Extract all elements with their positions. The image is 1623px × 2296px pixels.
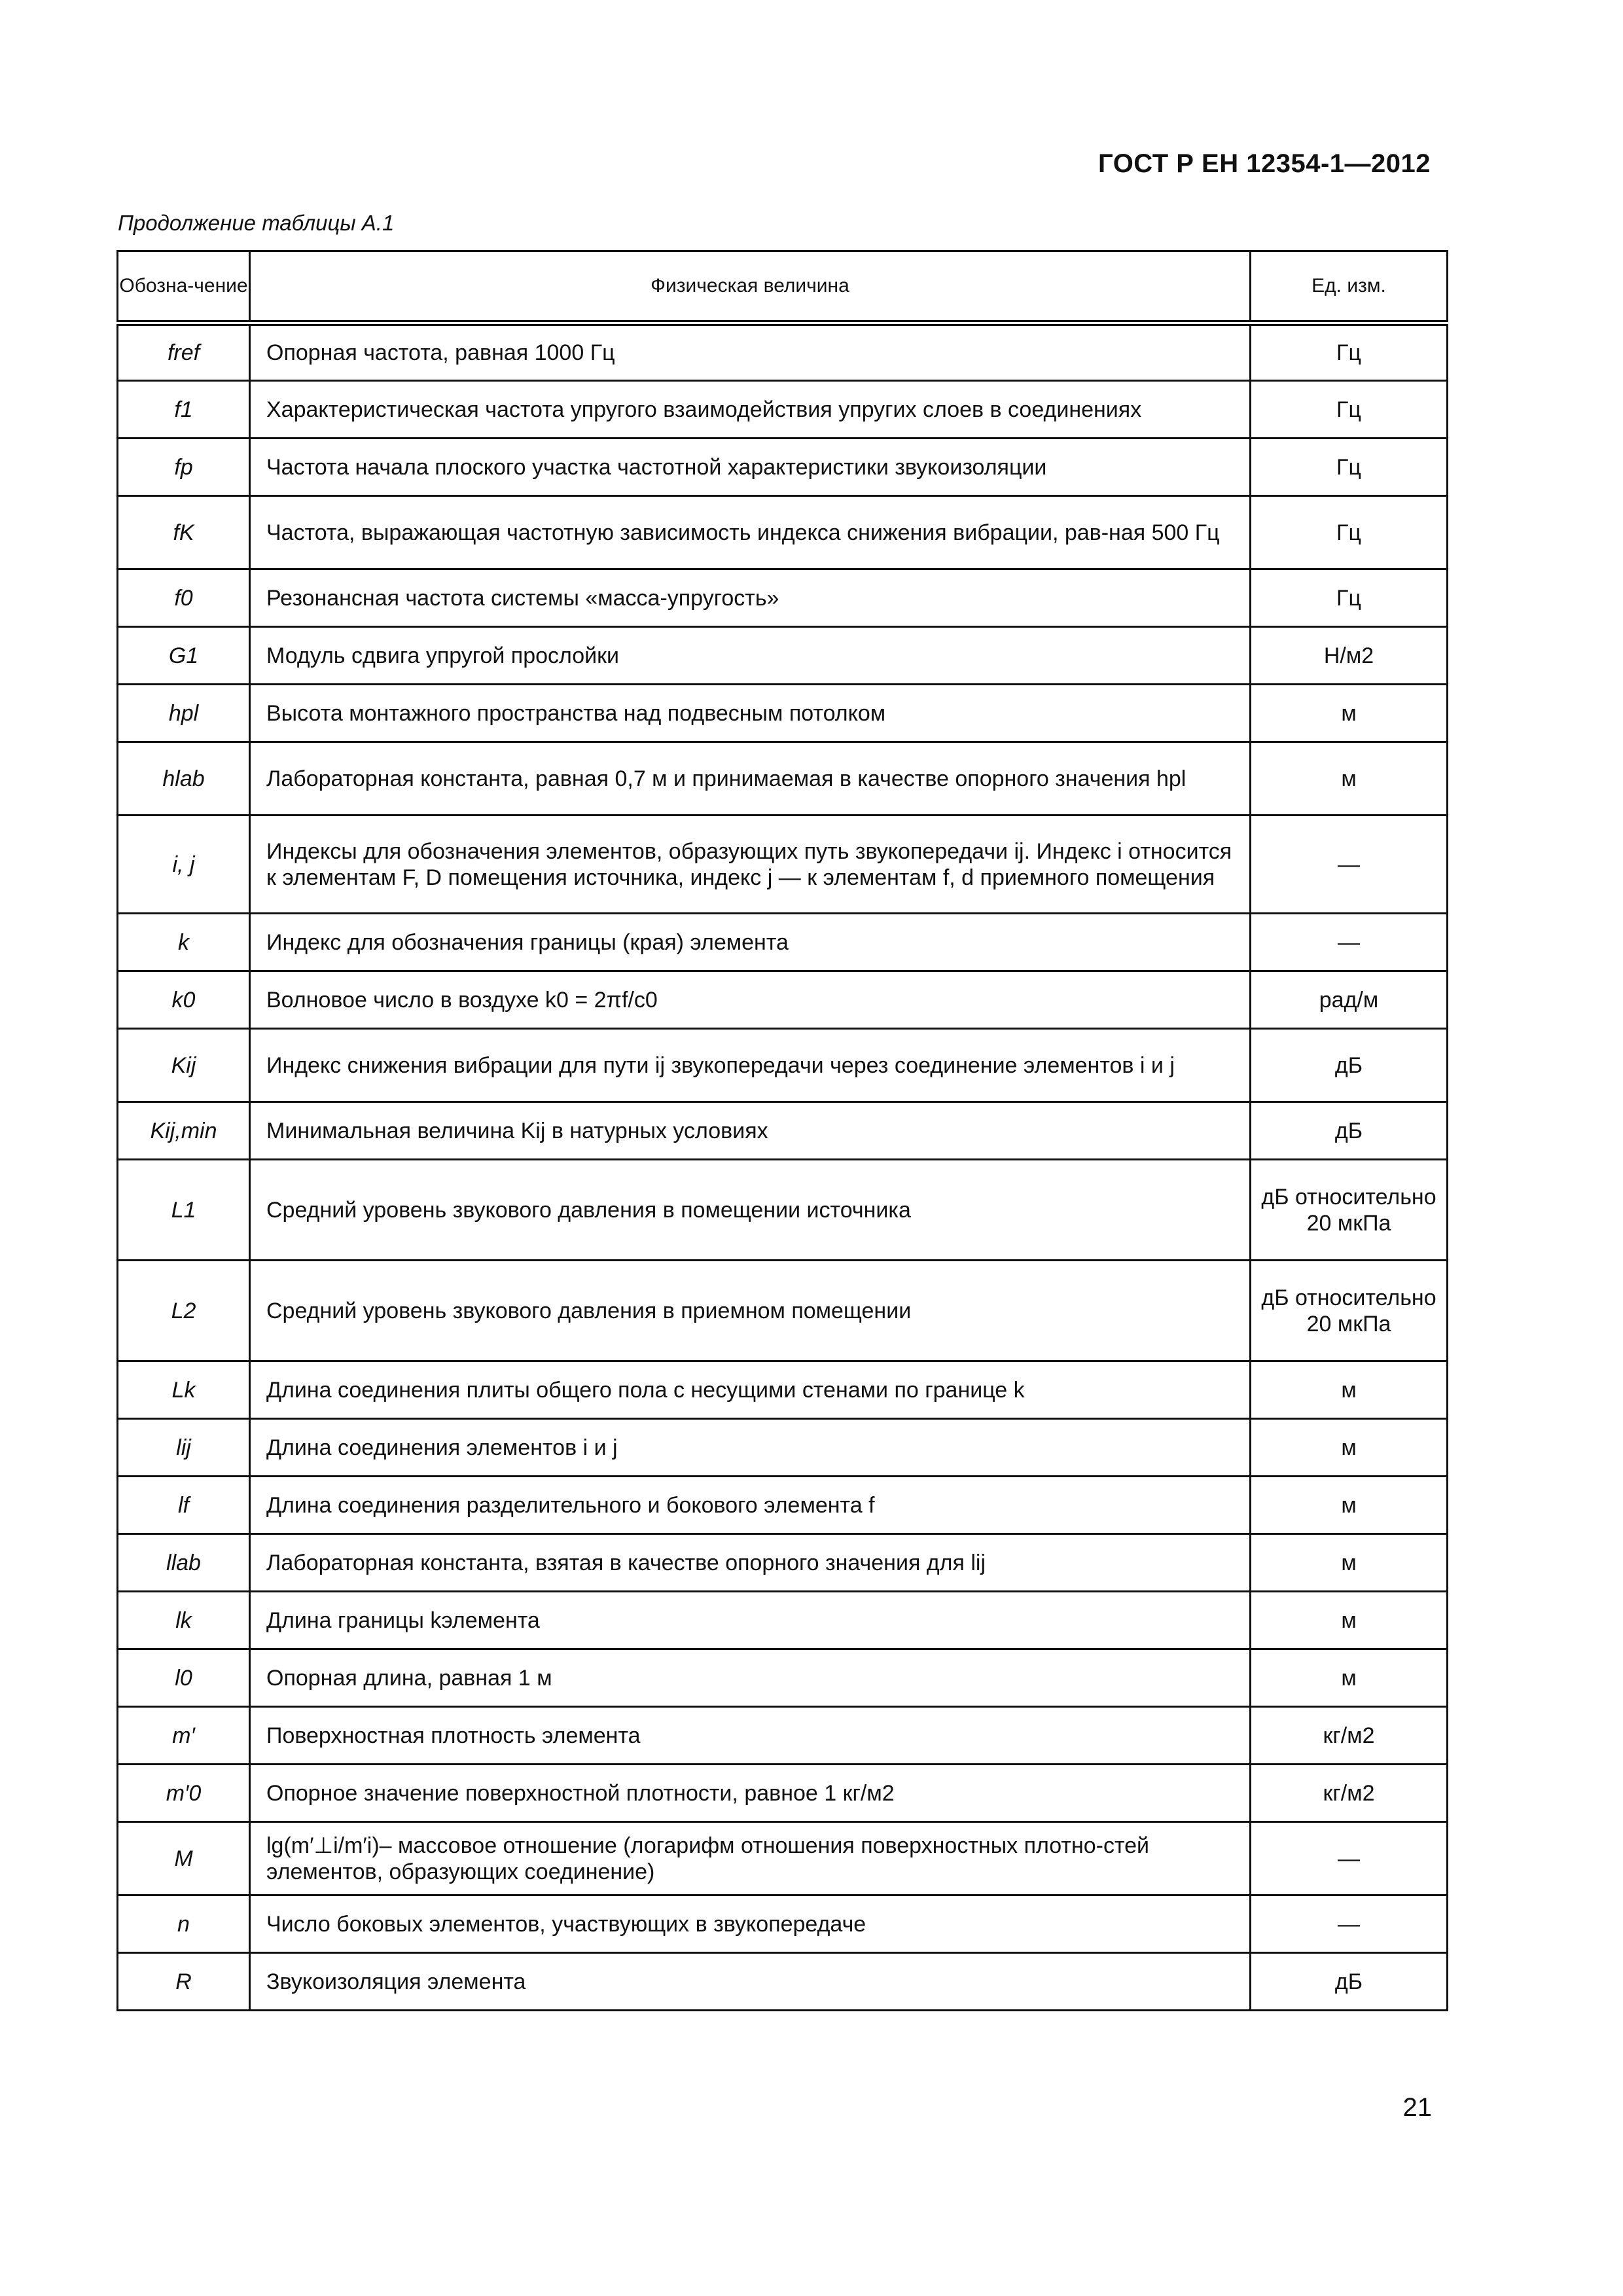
unit-cell: кг/м2 xyxy=(1251,1765,1448,1822)
description-cell: Средний уровень звукового давления в помещении источника xyxy=(250,1160,1251,1261)
symbol-cell: Lk xyxy=(118,1361,250,1419)
table-row xyxy=(118,1822,1448,1895)
table-row xyxy=(118,1592,1448,1649)
symbol-cell: fref xyxy=(118,323,250,381)
unit-cell: м xyxy=(1251,1534,1448,1592)
column-header-unit: Ед. изм. xyxy=(1251,251,1448,323)
symbol-cell: i, j xyxy=(118,816,250,914)
unit-cell: м xyxy=(1251,1477,1448,1534)
unit-cell: дБ относительно 20 мкПа xyxy=(1251,1261,1448,1361)
unit-cell: м xyxy=(1251,742,1448,816)
unit-cell: Н/м2 xyxy=(1251,627,1448,685)
symbol-cell: m′ xyxy=(118,1707,250,1765)
description-cell: Индекс снижения вибрации для пути ij звукопередачи через соединение элементов i и j xyxy=(250,1029,1251,1102)
unit-cell: — xyxy=(1251,914,1448,971)
description-cell: Опорная длина, равная 1 м xyxy=(250,1649,1251,1707)
description-cell: Модуль сдвига упругой прослойки xyxy=(250,627,1251,685)
table-row xyxy=(118,1477,1448,1534)
table-row xyxy=(118,1102,1448,1160)
column-header-quantity: Физическая величина xyxy=(250,251,1251,323)
table-row xyxy=(118,496,1448,569)
description-cell: Частота начала плоского участка частотной характеристики звукоизоляции xyxy=(250,439,1251,496)
table-row xyxy=(118,685,1448,742)
description-cell: Длина соединения элементов i и j xyxy=(250,1419,1251,1477)
description-cell: Индекс для обозначения границы (края) элемента xyxy=(250,914,1251,971)
symbol-cell: f0 xyxy=(118,569,250,627)
unit-cell: — xyxy=(1251,1822,1448,1895)
unit-cell: рад/м xyxy=(1251,971,1448,1029)
unit-cell: — xyxy=(1251,816,1448,914)
description-cell: Опорное значение поверхностной плотности, равное 1 кг/м2 xyxy=(250,1765,1251,1822)
symbols-table xyxy=(116,250,1448,2011)
description-cell: Характеристическая частота упругого взаимодействия упругих слоев в соединениях xyxy=(250,381,1251,439)
description-cell: Поверхностная плотность элемента xyxy=(250,1707,1251,1765)
symbol-cell: M xyxy=(118,1822,250,1895)
unit-cell: м xyxy=(1251,1361,1448,1419)
table-row xyxy=(118,627,1448,685)
symbol-cell: lij xyxy=(118,1419,250,1477)
table-row xyxy=(118,1361,1448,1419)
unit-cell: м xyxy=(1251,685,1448,742)
symbol-cell: G1 xyxy=(118,627,250,685)
description-cell: Лабораторная константа, равная 0,7 м и принимаемая в качестве опорного значения hpl xyxy=(250,742,1251,816)
unit-cell: дБ xyxy=(1251,1102,1448,1160)
symbol-cell: hpl xyxy=(118,685,250,742)
symbol-cell: fK xyxy=(118,496,250,569)
table-row xyxy=(118,816,1448,914)
standard-code: ГОСТ Р ЕН 12354-1—2012 xyxy=(1098,149,1431,178)
symbol-cell: hlab xyxy=(118,742,250,816)
description-cell: Длина соединения плиты общего пола с несущими стенами по границе k xyxy=(250,1361,1251,1419)
table-row xyxy=(118,439,1448,496)
column-header-symbol: Обозна-чение xyxy=(118,251,250,323)
symbol-cell: lk xyxy=(118,1592,250,1649)
description-cell: Звукоизоляция элемента xyxy=(250,1953,1251,2011)
symbol-cell: n xyxy=(118,1895,250,1953)
table-row xyxy=(118,381,1448,439)
description-cell: Опорная частота, равная 1000 Гц xyxy=(250,323,1251,381)
unit-cell: м xyxy=(1251,1419,1448,1477)
table-header-row xyxy=(118,251,1448,323)
table-row xyxy=(118,971,1448,1029)
description-cell: Частота, выражающая частотную зависимость индекса снижения вибрации, рав-ная 500 Гц xyxy=(250,496,1251,569)
symbol-cell: L1 xyxy=(118,1160,250,1261)
table-continuation-caption: Продолжение таблицы А.1 xyxy=(118,211,395,235)
symbol-cell: lf xyxy=(118,1477,250,1534)
table-row xyxy=(118,1534,1448,1592)
symbol-cell: L2 xyxy=(118,1261,250,1361)
unit-cell: дБ относительно 20 мкПа xyxy=(1251,1160,1448,1261)
unit-cell: дБ xyxy=(1251,1029,1448,1102)
symbol-cell: k0 xyxy=(118,971,250,1029)
unit-cell: кг/м2 xyxy=(1251,1707,1448,1765)
page-number: 21 xyxy=(1402,2093,1432,2122)
table-row xyxy=(118,1649,1448,1707)
symbol-cell: Kij,min xyxy=(118,1102,250,1160)
unit-cell: Гц xyxy=(1251,381,1448,439)
description-cell: Индексы для обозначения элементов, образующих путь звукопередачи ij. Индекс i относится к элементам F, D помещения источника, индекс j — к элементам f, d приемного помещения xyxy=(250,816,1251,914)
table-row xyxy=(118,1895,1448,1953)
unit-cell: м xyxy=(1251,1649,1448,1707)
symbol-cell: R xyxy=(118,1953,250,2011)
unit-cell: — xyxy=(1251,1895,1448,1953)
description-cell: Длина соединения разделительного и бокового элемента f xyxy=(250,1477,1251,1534)
unit-cell: Гц xyxy=(1251,496,1448,569)
description-cell: Средний уровень звукового давления в приемном помещении xyxy=(250,1261,1251,1361)
description-cell: Резонансная частота системы «масса-упругость» xyxy=(250,569,1251,627)
description-cell: Длина границы kэлемента xyxy=(250,1592,1251,1649)
table-row xyxy=(118,1261,1448,1361)
symbol-cell: k xyxy=(118,914,250,971)
table-row xyxy=(118,1029,1448,1102)
table-row xyxy=(118,1419,1448,1477)
table-row xyxy=(118,1765,1448,1822)
unit-cell: дБ xyxy=(1251,1953,1448,2011)
description-cell: Минимальная величина Kij в натурных условиях xyxy=(250,1102,1251,1160)
description-cell: lg(m′⊥i/m′i)– массовое отношение (логарифм отношения поверхностных плотно-стей элементов, образующих соединение) xyxy=(250,1822,1251,1895)
table-row xyxy=(118,323,1448,381)
symbol-cell: llab xyxy=(118,1534,250,1592)
description-cell: Лабораторная константа, взятая в качестве опорного значения для lij xyxy=(250,1534,1251,1592)
unit-cell: Гц xyxy=(1251,569,1448,627)
unit-cell: м xyxy=(1251,1592,1448,1649)
symbol-cell: fp xyxy=(118,439,250,496)
symbol-cell: Kij xyxy=(118,1029,250,1102)
symbol-cell: l0 xyxy=(118,1649,250,1707)
description-cell: Число боковых элементов, участвующих в звукопередаче xyxy=(250,1895,1251,1953)
table-row xyxy=(118,569,1448,627)
unit-cell: Гц xyxy=(1251,439,1448,496)
table-row xyxy=(118,742,1448,816)
description-cell: Волновое число в воздухе k0 = 2πf/c0 xyxy=(250,971,1251,1029)
description-cell: Высота монтажного пространства над подвесным потолком xyxy=(250,685,1251,742)
symbol-cell: m′0 xyxy=(118,1765,250,1822)
unit-cell: Гц xyxy=(1251,323,1448,381)
table-row xyxy=(118,1160,1448,1261)
table-row xyxy=(118,1953,1448,2011)
table-row xyxy=(118,914,1448,971)
symbol-cell: f1 xyxy=(118,381,250,439)
table-row xyxy=(118,1707,1448,1765)
